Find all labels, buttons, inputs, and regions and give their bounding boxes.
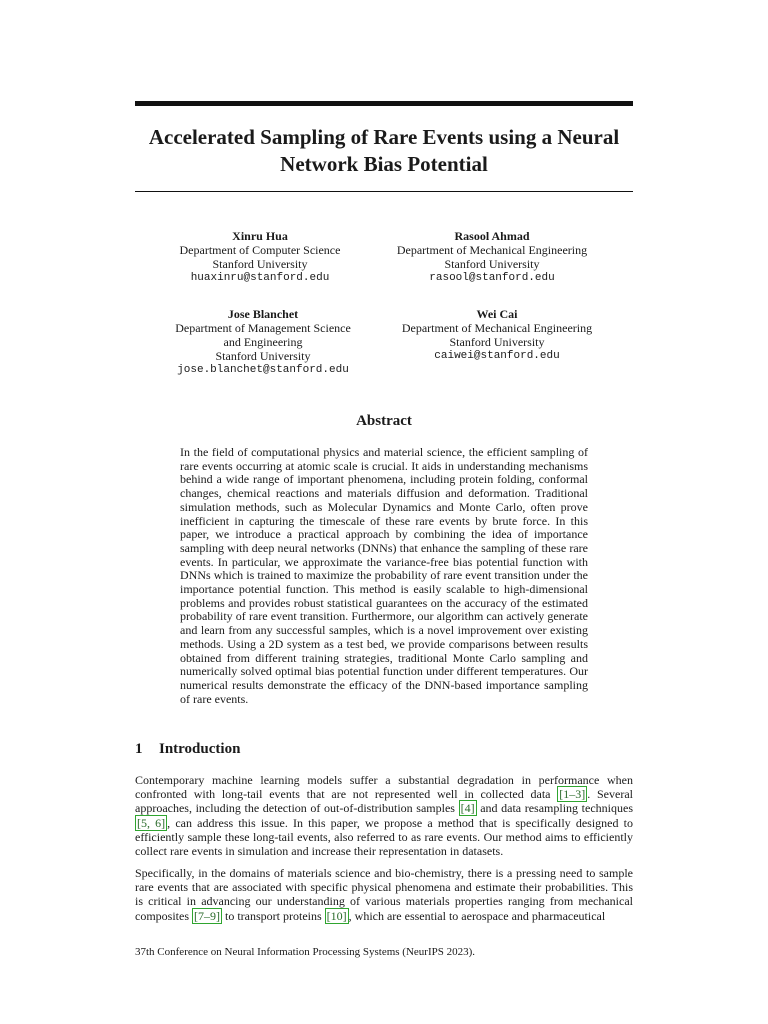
author-affiliation: Stanford University: [449, 335, 545, 349]
paragraph-text: to transport proteins: [222, 908, 325, 923]
author-email[interactable]: huaxinru@stanford.edu: [190, 272, 330, 284]
author-name: Jose Blanchet: [227, 307, 299, 321]
abstract-heading: Abstract: [356, 413, 412, 429]
author-email[interactable]: rasool@stanford.edu: [429, 272, 555, 284]
author-name: Xinru Hua: [232, 229, 288, 243]
citation-link[interactable]: [1–3]: [559, 787, 586, 802]
paragraph-text: Contemporary machine learning models suffer a substantial degradation in performance when confronted with long-tail events that are not represented well in collected data: [135, 773, 633, 802]
author-email[interactable]: jose.blanchet@stanford.edu: [177, 364, 349, 376]
intro-paragraph-1: [135, 773, 633, 858]
author-affiliation: Department of Computer Science: [179, 243, 341, 257]
author-affiliation: Department of Management Science: [175, 321, 351, 335]
author-affiliation: Department of Mechanical Engineering: [401, 321, 593, 335]
paragraph-text: , which are essential to aerospace and pharmaceutical: [348, 908, 606, 923]
author-affiliation: Stanford University: [212, 257, 308, 271]
author-email[interactable]: caiwei@stanford.edu: [434, 350, 560, 362]
paragraph-text: . Several approaches, including the detection of out-of-distribution samples: [135, 787, 633, 816]
author-name: Wei Cai: [476, 307, 518, 321]
paragraph-text: , can address this issue. In this paper, we propose a method that is specifically designed to efficiently sample these long-tail events, also referred to as rare events. Our method aims to efficiently collect rare events in simulation and increase their representation in datasets.: [135, 815, 633, 859]
citation-link[interactable]: [4]: [460, 801, 475, 816]
author-block: [150, 229, 370, 285]
conference-footnote: 37th Conference on Neural Information Processing Systems (NeurIPS 2023).: [135, 946, 476, 958]
title-bottom-rule: [135, 191, 633, 192]
paragraph-text: Specifically, in the domains of materials science and bio-chemistry, there is a pressing need to sample rare events that are associated with specific physical phenomena and estimate their probabilities. This is critical in advancing our understanding of various materials properties ranging from mechanical composites: [135, 866, 633, 923]
section-heading: [135, 741, 633, 758]
author-block: [372, 307, 622, 363]
author-name: Rasool Ahmad: [454, 229, 530, 243]
intro-paragraph-2: [135, 866, 633, 923]
title-top-rule: [135, 101, 633, 106]
paragraph-text: and data resampling techniques: [476, 801, 633, 816]
section-title: Introduction: [159, 741, 241, 757]
citation-link[interactable]: [7–9]: [194, 908, 220, 923]
citation-link[interactable]: [10]: [326, 908, 347, 923]
author-affiliation: Department of Mechanical Engineering: [396, 243, 588, 257]
paper-title: Accelerated Sampling of Rare Events using a Neural Network Bias Potential: [148, 125, 620, 176]
author-affiliation: Stanford University: [215, 349, 311, 363]
author-affiliation: and Engineering: [223, 335, 303, 349]
abstract-text: In the field of computational physics and material science, the efficient sampling of rare events occurring at atomic scale is crucial. It aids in understanding mechanisms behind a wide range of important phenomena, including protein folding, conformal changes, chemical reactions and materials diffusion and deformation. Traditional simulation methods, such as Molecular Dynamics and Monte Carlo, often prove inefficient in capturing the timescale of these rare events by brute force. In this paper, we introduce a practical approach by combining the idea of importance sampling with deep neural networks (DNNs) that enhance the sampling of these rare events. In particular, we approximate the variance-free bias potential function with DNNs which is trained to maximize the probability of rare event transition under the importance potential function. This method is easily scalable to high-dimensional problems and provides robust statistical guarantees on the accuracy of the estimated probability of rare event transition. Furthermore, our algorithm can actively generate and learn from any successful samples, which is a novel improvement over existing methods. Using a 2D system as a test bed, we provide comparisons between results obtained from different training strategies, traditional Monte Carlo sampling and numerically solved optimal bias potential function under different temperatures. Our numerical results demonstrate the efficacy of the DNN-based importance sampling of rare events.: [180, 445, 588, 706]
author-block: [150, 307, 376, 377]
author-affiliation: Stanford University: [444, 257, 540, 271]
author-block: [372, 229, 612, 285]
citation-link[interactable]: [5, 6]: [137, 815, 166, 830]
section-number: 1: [135, 741, 143, 757]
